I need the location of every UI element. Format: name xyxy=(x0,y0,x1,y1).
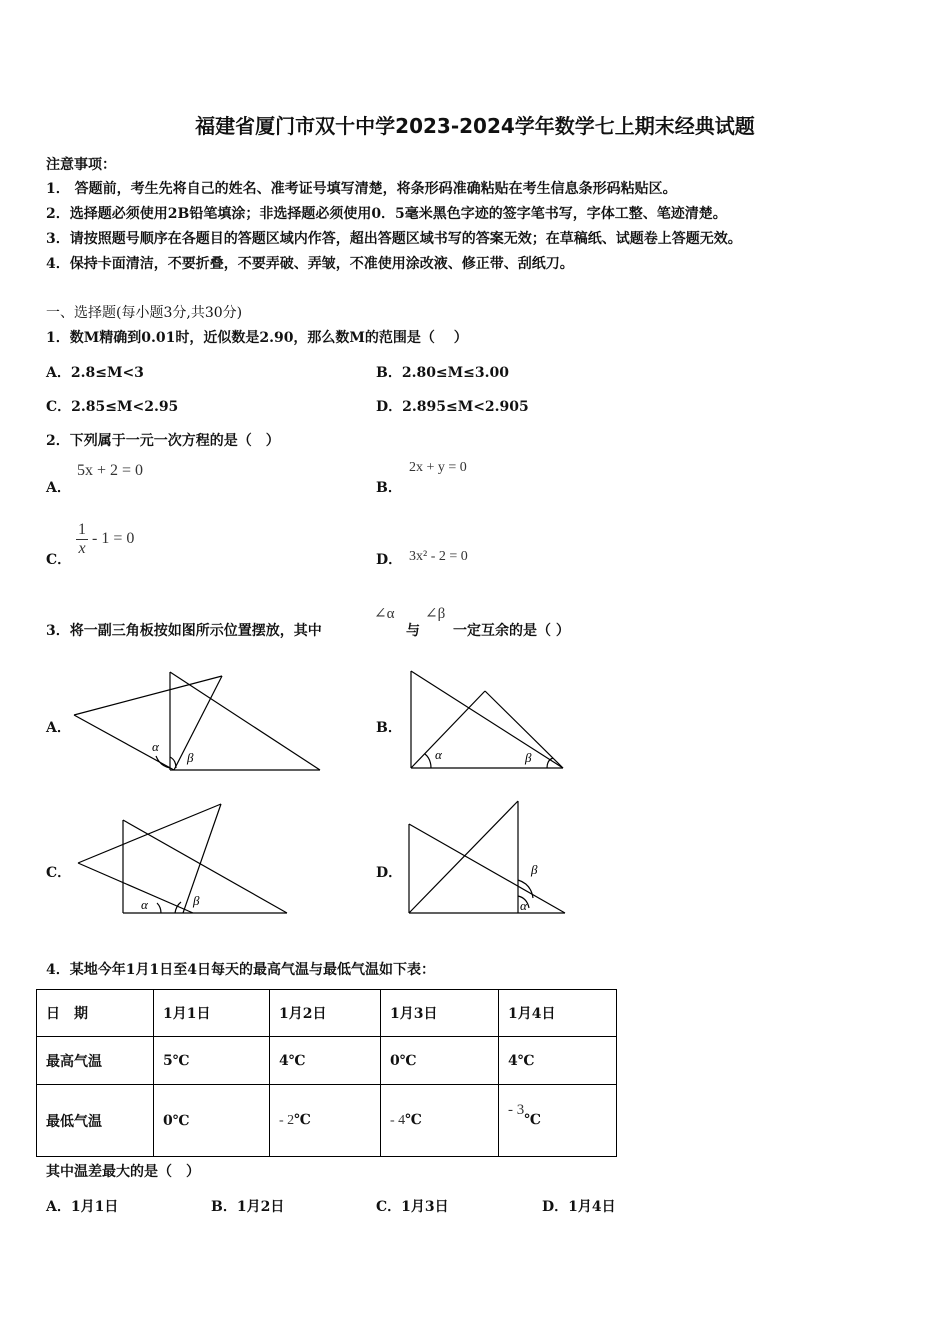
q3-figure-a xyxy=(70,668,330,778)
q3-figure-b xyxy=(405,668,570,776)
table-cell: 0℃ xyxy=(154,1085,270,1157)
notice-item: 4．保持卡面清洁，不要折叠，不要弄破、弄皱，不准使用涂改液、修正带、刮纸刀。 xyxy=(46,256,574,272)
notice-item: 1． 答题前，考生先将自己的姓名、准考证号填写清楚，将条形码准确粘贴在考生信息条形码粘贴区。 xyxy=(46,181,677,197)
q4-question: 其中温差最大的是（ ） xyxy=(46,1164,200,1180)
q2-c-rest: - 1 = 0 xyxy=(92,530,135,548)
q3-stem-pre: 3．将一副三角板按如图所示位置摆放，其中 xyxy=(46,623,322,639)
q2-option-b-expr: 2x + y = 0 xyxy=(409,460,467,475)
beta-label: β xyxy=(531,862,538,877)
low-unit: ℃ xyxy=(294,1112,311,1128)
table-header-cell: 1月1日 xyxy=(154,990,270,1037)
notice-item: 2．选择题必须使用2B铅笔填涂；非选择题必须使用0．5毫米黑色字迹的签字笔书写，字体工整、笔迹清楚。 xyxy=(46,206,727,222)
temperature-table xyxy=(36,989,617,1157)
low-value: - 3 xyxy=(508,1102,525,1118)
q2-option-d-expr: 3x² - 2 = 0 xyxy=(409,549,468,564)
q3-figure-c xyxy=(75,798,295,918)
q1-stem: 1．数M精确到0.01时，近似数是2.90，那么数M的范围是（ ） xyxy=(46,330,468,346)
beta-label: β xyxy=(193,893,200,908)
q3-option-c-label: C． xyxy=(46,865,72,881)
q2-stem: 2．下列属于一元一次方程的是（ ） xyxy=(46,433,280,449)
low-unit: ℃ xyxy=(524,1112,542,1128)
q3-figure-d xyxy=(405,798,570,918)
q2-option-b-label: B． xyxy=(376,480,402,496)
notice-heading: 注意事项： xyxy=(46,157,116,173)
q4-stem: 4．某地今年1月1日至4日每天的最高气温与最低气温如下表： xyxy=(46,962,435,978)
q3-alpha-symbol: ∠α xyxy=(374,606,395,622)
q3-option-b-label: B． xyxy=(376,720,402,736)
table-cell xyxy=(270,1085,381,1157)
table-row-label: 最低气温 xyxy=(37,1085,154,1157)
table-cell: 0℃ xyxy=(381,1037,499,1085)
q3-option-a-label: A． xyxy=(46,720,71,736)
low-unit: ℃ xyxy=(405,1112,422,1128)
beta-label: β xyxy=(187,750,194,765)
q2-option-a-expr: 5x + 2 = 0 xyxy=(77,462,144,479)
q2-c-denominator: x xyxy=(78,540,86,557)
section-heading: 一、选择题(每小题3分,共30分) xyxy=(46,305,243,321)
table-cell: 5℃ xyxy=(154,1037,270,1085)
alpha-label: α xyxy=(141,897,148,912)
table-row xyxy=(37,1037,617,1085)
q4-option-d: D．1月4日 xyxy=(542,1199,616,1215)
table-row-label: 最高气温 xyxy=(37,1037,154,1085)
table-row xyxy=(37,990,617,1037)
q1-option-a: A．2.8≤M<3 xyxy=(46,365,144,381)
low-value: - 4 xyxy=(390,1113,406,1128)
alpha-label: α xyxy=(520,898,527,913)
low-value: - 2 xyxy=(279,1113,295,1128)
table-cell xyxy=(499,1085,617,1157)
q2-option-a-label: A． xyxy=(46,480,71,496)
table-header-cell: 1月2日 xyxy=(270,990,381,1037)
table-header-cell: 1月4日 xyxy=(499,990,617,1037)
table-row xyxy=(37,1085,617,1157)
notice-item: 3．请按照题号顺序在各题目的答题区域内作答，超出答题区域书写的答案无效；在草稿纸、试题卷上答题无效。 xyxy=(46,231,742,247)
q3-stem-post: 一定互余的是（ ） xyxy=(453,623,570,639)
table-header-cell: 1月3日 xyxy=(381,990,499,1037)
table-header-cell: 日 期 xyxy=(37,990,154,1037)
q4-option-b: B．1月2日 xyxy=(211,1199,285,1215)
q2-option-d-label: D． xyxy=(376,552,403,568)
q2-c-numerator: 1 xyxy=(78,521,86,538)
table-cell: 4℃ xyxy=(499,1037,617,1085)
q4-option-c: C．1月3日 xyxy=(376,1199,449,1215)
table-cell xyxy=(381,1085,499,1157)
q2-option-c-expr xyxy=(76,521,134,558)
alpha-label: α xyxy=(435,747,442,762)
q3-option-d-label: D． xyxy=(376,865,403,881)
q1-option-b: B．2.80≤M≤3.00 xyxy=(376,365,509,381)
page-title: 福建省厦门市双十中学2023-2024学年数学七上期末经典试题 xyxy=(195,114,755,138)
q2-option-c-label: C． xyxy=(46,552,72,568)
q3-stem-mid: 与 xyxy=(406,623,420,639)
q1-option-c: C．2.85≤M<2.95 xyxy=(46,399,179,415)
q1-option-d: D．2.895≤M<2.905 xyxy=(376,399,529,415)
q4-option-a: A．1月1日 xyxy=(46,1199,119,1215)
beta-label: β xyxy=(525,750,532,765)
q3-beta-symbol: ∠β xyxy=(425,606,446,622)
table-cell: 4℃ xyxy=(270,1037,381,1085)
alpha-label: α xyxy=(152,739,159,754)
